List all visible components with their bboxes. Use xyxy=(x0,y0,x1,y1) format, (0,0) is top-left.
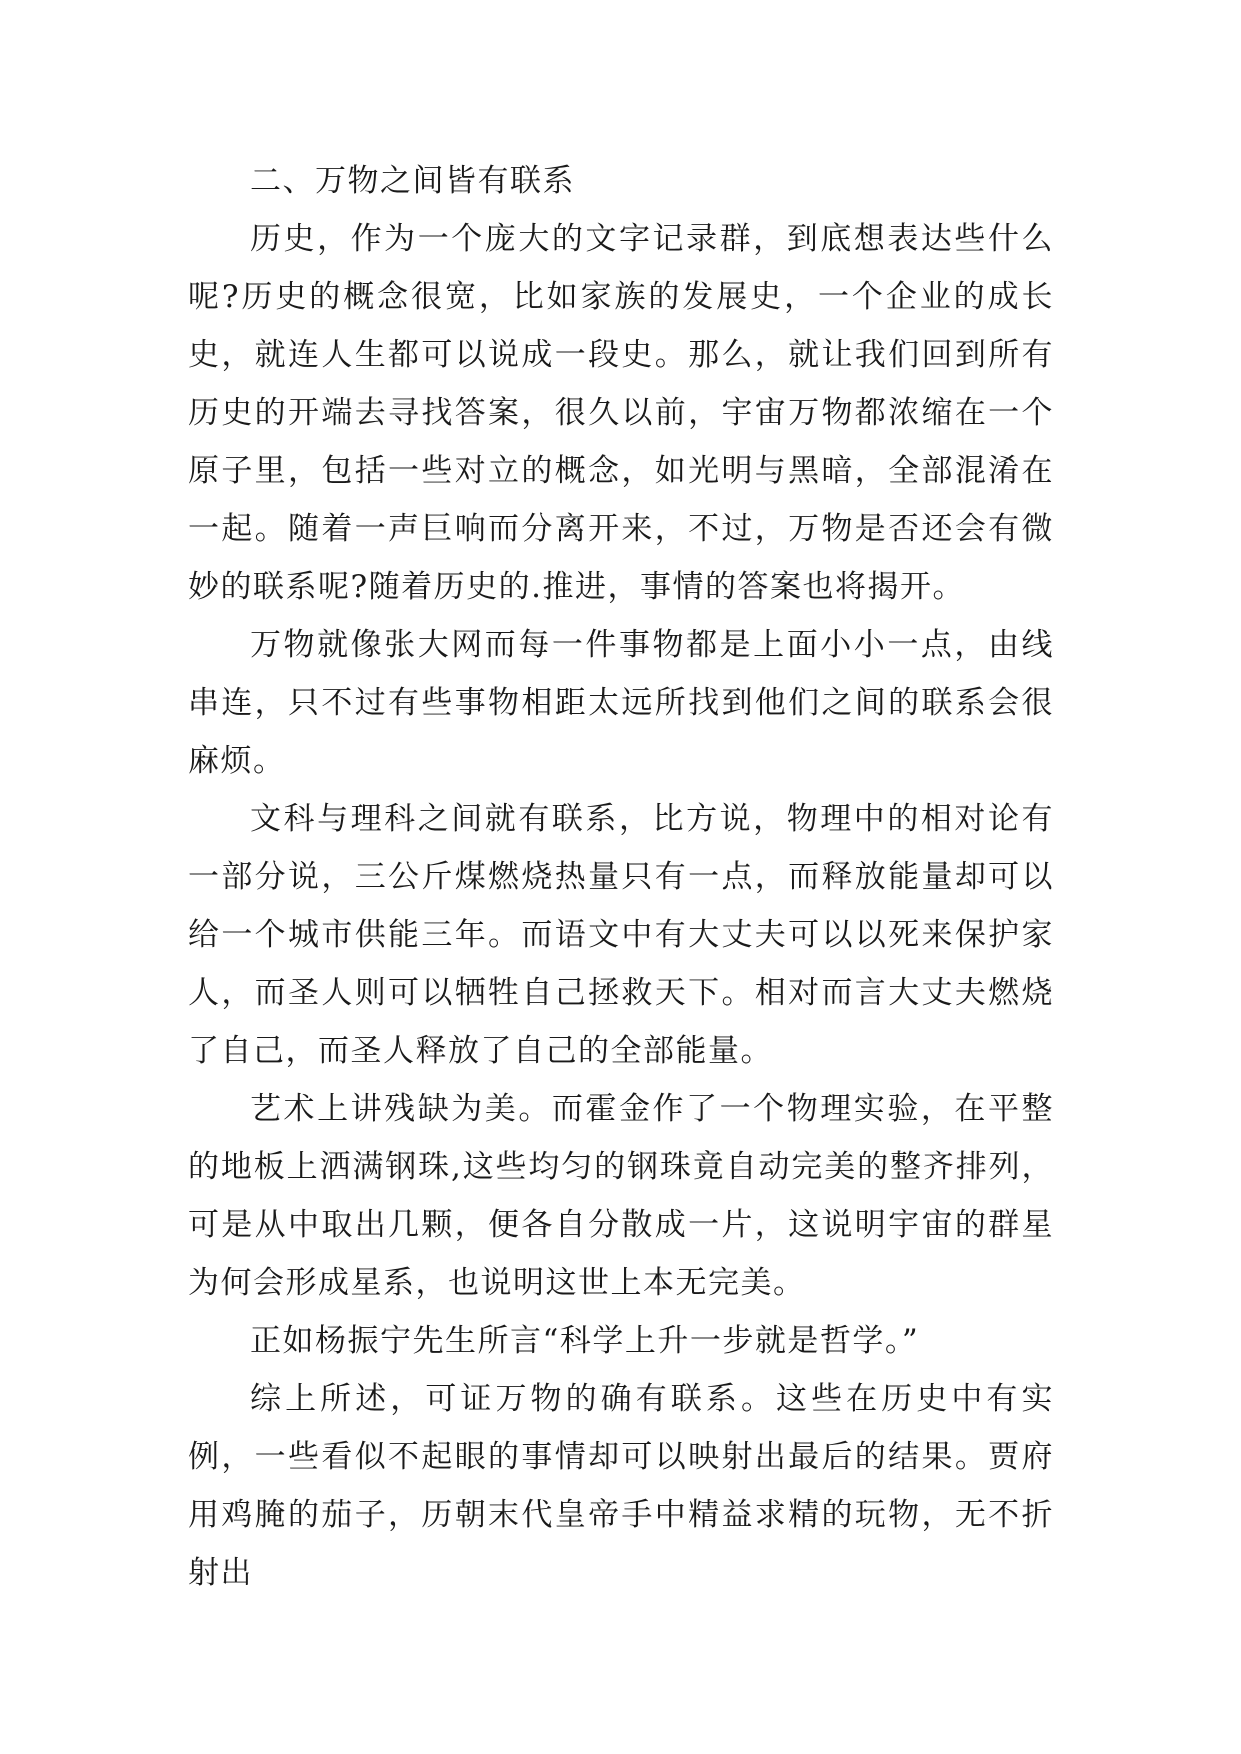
paragraph-conclusion: 综上所述，可证万物的确有联系。这些在历史中有实例，一些看似不起眼的事情却可以映射出最后的结果。贾府用鸡腌的茄子，历朝末代皇帝手中精益求精的玩物，无不折射出 xyxy=(188,1381,1054,1591)
paragraph-arts-sciences: 文科与理科之间就有联系，比方说，物理中的相对论有一部分说，三公斤煤燃烧热量只有一点，而释放能量却可以给一个城市供能三年。而语文中有大丈夫可以以死来保护家人，而圣人则可以牺牲自己拯救天下。相对而言大丈夫燃烧了自己，而圣人释放了自己的全部能量。 xyxy=(188,801,1054,1069)
section-heading: 二、万物之间皆有联系 xyxy=(250,163,575,199)
document-body xyxy=(188,152,1054,1602)
paragraph-quote: 正如杨振宁先生所言“科学上升一步就是哲学。” xyxy=(250,1323,920,1359)
paragraph-history: 历史，作为一个庞大的文字记录群，到底想表达些什么呢?历史的概念很宽，比如家族的发展史，一个企业的成长史，就连人生都可以说成一段史。那么，就让我们回到所有历史的开端去寻找答案，很久以前，宇宙万物都浓缩在一个原子里，包括一些对立的概念，如光明与黑暗，全部混淆在一起。随着一声巨响而分离开来，不过，万物是否还会有微妙的联系呢?随着历史的.推进，事情的答案也将揭开。 xyxy=(188,221,1054,605)
paragraph-art-imperfection: 艺术上讲残缺为美。而霍金作了一个物理实验，在平整的地板上洒满钢珠,这些均匀的钢珠竟自动完美的整齐排列，可是从中取出几颗，便各自分散成一片，这说明宇宙的群星为何会形成星系，也说明这世上本无完美。 xyxy=(188,1091,1054,1301)
paragraph-net: 万物就像张大网而每一件事物都是上面小小一点，由线串连，只不过有些事物相距太远所找到他们之间的联系会很麻烦。 xyxy=(188,627,1054,779)
